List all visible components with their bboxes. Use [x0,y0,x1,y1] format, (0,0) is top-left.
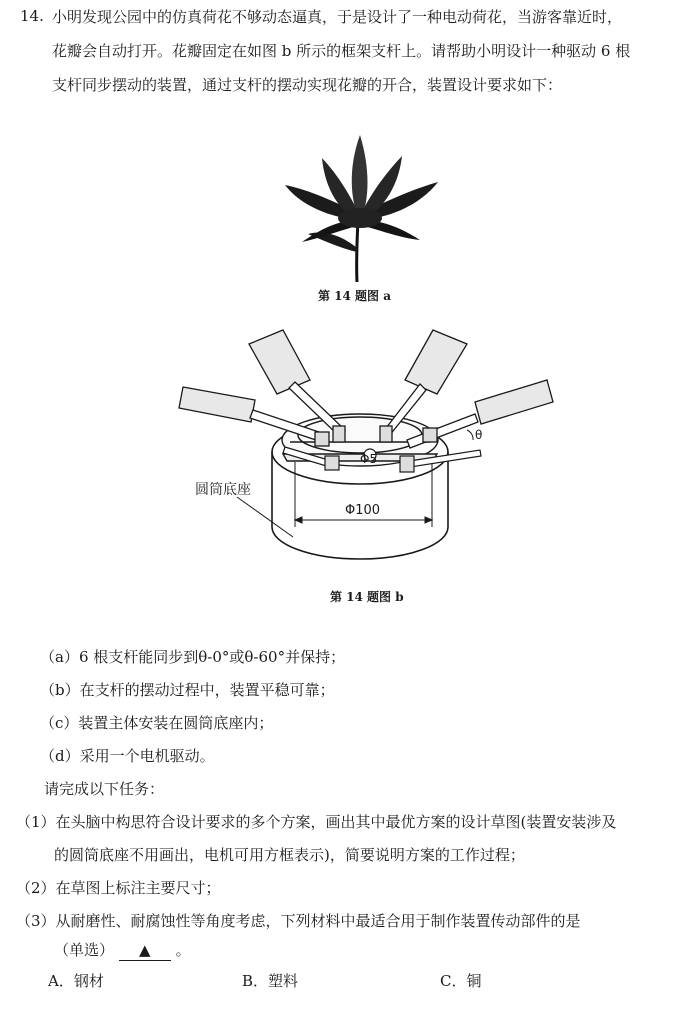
single-choice-end: 。 [175,941,191,959]
choice-c[interactable]: C．铜 [440,972,482,990]
single-choice-label: （单选） [54,941,115,959]
task-1-line-1: （1）在头脑中构思符合设计要求的多个方案，画出其中最优方案的设计草图(装置安装涉及 [16,813,617,831]
task-1-line-2: 的圆筒底座不用画出，电机可用方框表示)，简要说明方案的工作过程； [54,846,525,864]
figure-b-caption: 第 14 题图 b [330,590,404,604]
question-number: 14. [20,7,44,25]
base-label: 圆筒底座 [195,482,251,498]
mechanism-figure [175,322,565,582]
choice-a[interactable]: A．钢材 [48,972,104,990]
requirement-b: （b）在支杆的摆动过程中，装置平稳可靠； [40,681,335,699]
requirement-c: （c）装置主体安装在圆筒底座内； [40,714,274,732]
answer-blank[interactable]: ▲ [119,940,171,961]
intro-line-3: 支杆同步摆动的装置，通过支杆的摆动实现花瓣的开合，装置设计要求如下： [52,76,563,94]
theta-arc [467,430,473,440]
small-diameter-label: Φ5 [360,452,378,466]
task-2: （2）在草图上标注主要尺寸； [16,879,221,897]
diameter-label: Φ100 [345,503,381,518]
requirement-a: （a）6 根支杆能同步到θ-0°或θ-60°并保持； [40,648,346,666]
figure-a-caption: 第 14 题图 a [318,289,392,303]
choice-b[interactable]: B．塑料 [242,972,299,990]
theta-label: θ [475,428,483,442]
tasks-intro: 请完成以下任务： [44,780,165,798]
lotus-flower-figure [270,130,450,285]
requirement-d: （d）采用一个电机驱动。 [40,747,215,765]
task-3: （3）从耐磨性、耐腐蚀性等角度考虑，下列材料中最适合用于制作装置传动部件的是 [16,912,581,930]
single-choice-line [54,940,191,961]
base-leader-line [237,497,293,537]
intro-line-2: 花瓣会自动打开。花瓣固定在如图 b 所示的框架支杆上。请帮助小明设计一种驱动 6 根 [52,42,631,60]
intro-line-1: 小明发现公园中的仿真荷花不够动态逼真，于是设计了一种电动荷花，当游客靠近时， [52,8,623,26]
